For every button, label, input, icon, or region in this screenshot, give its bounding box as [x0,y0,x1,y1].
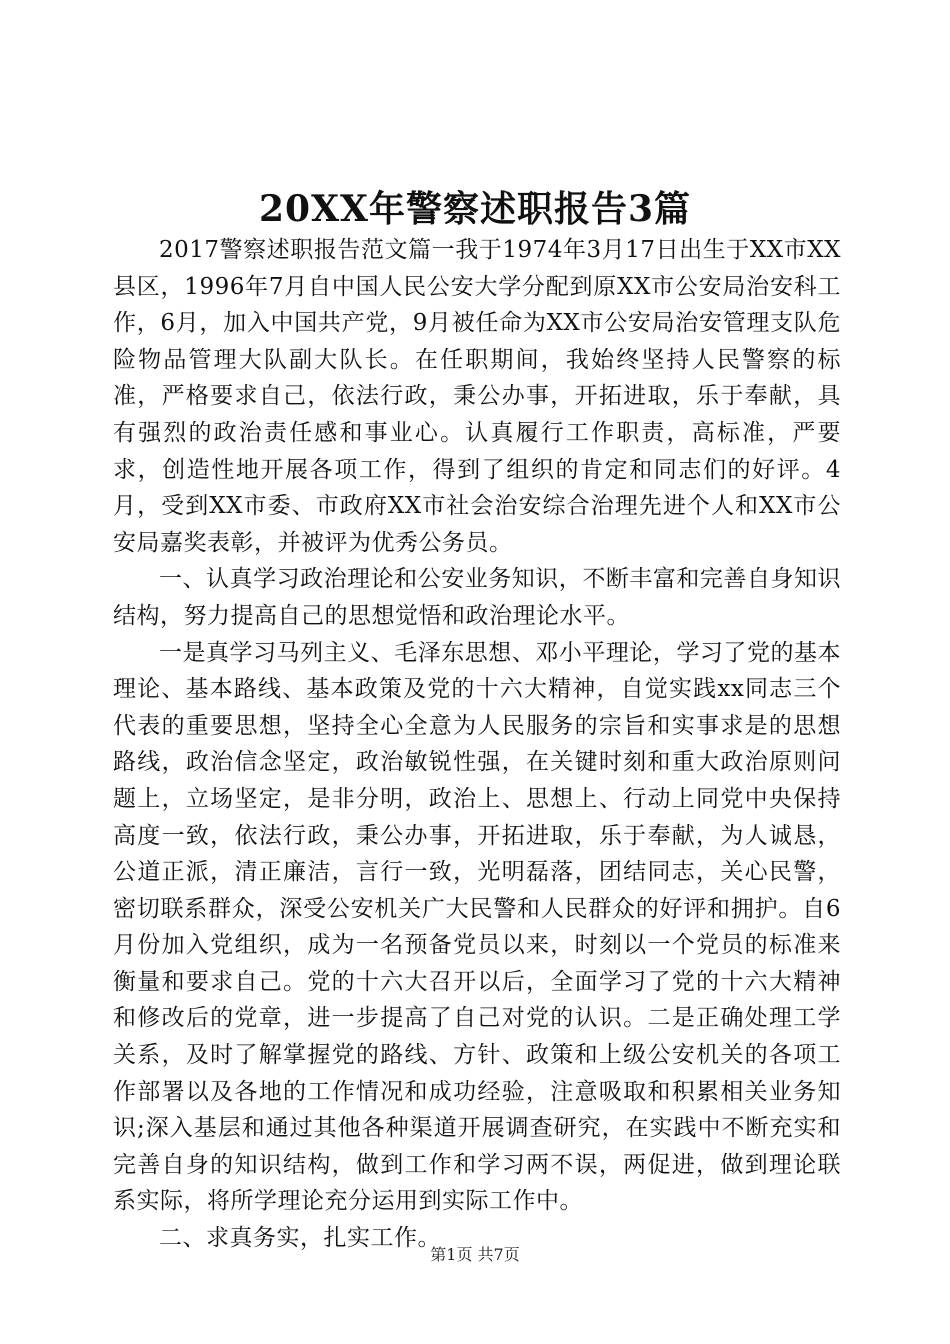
paragraph-study: 一是真学习马列主义、毛泽东思想、邓小平理论，学习了党的基本理论、基本路线、基本政策及党的十六大精神，自觉实践xx同志三个代表的重要思想，坚持全心全意为人民服务的宗旨和实事求是的思想路线，政治信念坚定，政治敏锐性强，在关键时刻和重大政治原则问题上，立场坚定，是非分明，政治上、思想上、行动上同党中央保持高度一致，依法行政，秉公办事，开拓进取，乐于奉献，为人诚恳，公道正派，清正廉洁，言行一致，光明磊落，团结同志，关心民警，密切联系群众，深受公安机关广大民警和人民群众的好评和拥护。自6月份加入党组织，成为一名预备党员以来，时刻以一个党员的标准来衡量和要求自己。党的十六大召开以后，全面学习了党的十六大精神和修改后的党章，进一步提高了自己对党的认识。二是正确处理工学关系，及时了解掌握党的路线、方针、政策和上级公安机关的各项工作部署以及各地的工作情况和成功经验，注意吸取和积累相关业务知识;深入基层和通过其他各种渠道开展调查研究，在实践中不断充实和完善自身的知识结构，做到工作和学习两不误，两促进，做到理论联系实际，将所学理论充分运用到实际工作中。 [113,639,841,1215]
paragraph-intro: 2017警察述职报告范文篇一我于1974年3月17日出生于XX市XX县区，1996年7月自中国人民公安大学分配到原XX市公安局治安科工作，6月，加入中国共产党，9月被任命为XX市公安局治安管理支队危险物品管理大队副大队长。在任职期间，我始终坚持人民警察的标准，严格要求自己，依法行政，秉公办事，开拓进取，乐于奉献，具有强烈的政治责任感和事业心。认真履行工作职责，高标准，严要求，创造性地开展各项工作，得到了组织的肯定和同志们的好评。4月，受到XX市委、市政府XX市社会治安综合治理先进个人和XX市公安局嘉奖表彰，并被评为优秀公务员。 [113,237,841,556]
page-footer: 第1页 共7页 [430,1245,520,1264]
document-title: 20XX年警察述职报告3篇 [258,188,691,230]
document-body [113,232,841,1257]
paragraph-section-1-heading: 一、认真学习政治理论和公安业务知识，不断丰富和完善自身知识结构，努力提高自己的思想觉悟和政治理论水平。 [113,566,841,629]
paragraph-section-2-heading: 二、求真务实，扎实工作。 [159,1225,441,1252]
